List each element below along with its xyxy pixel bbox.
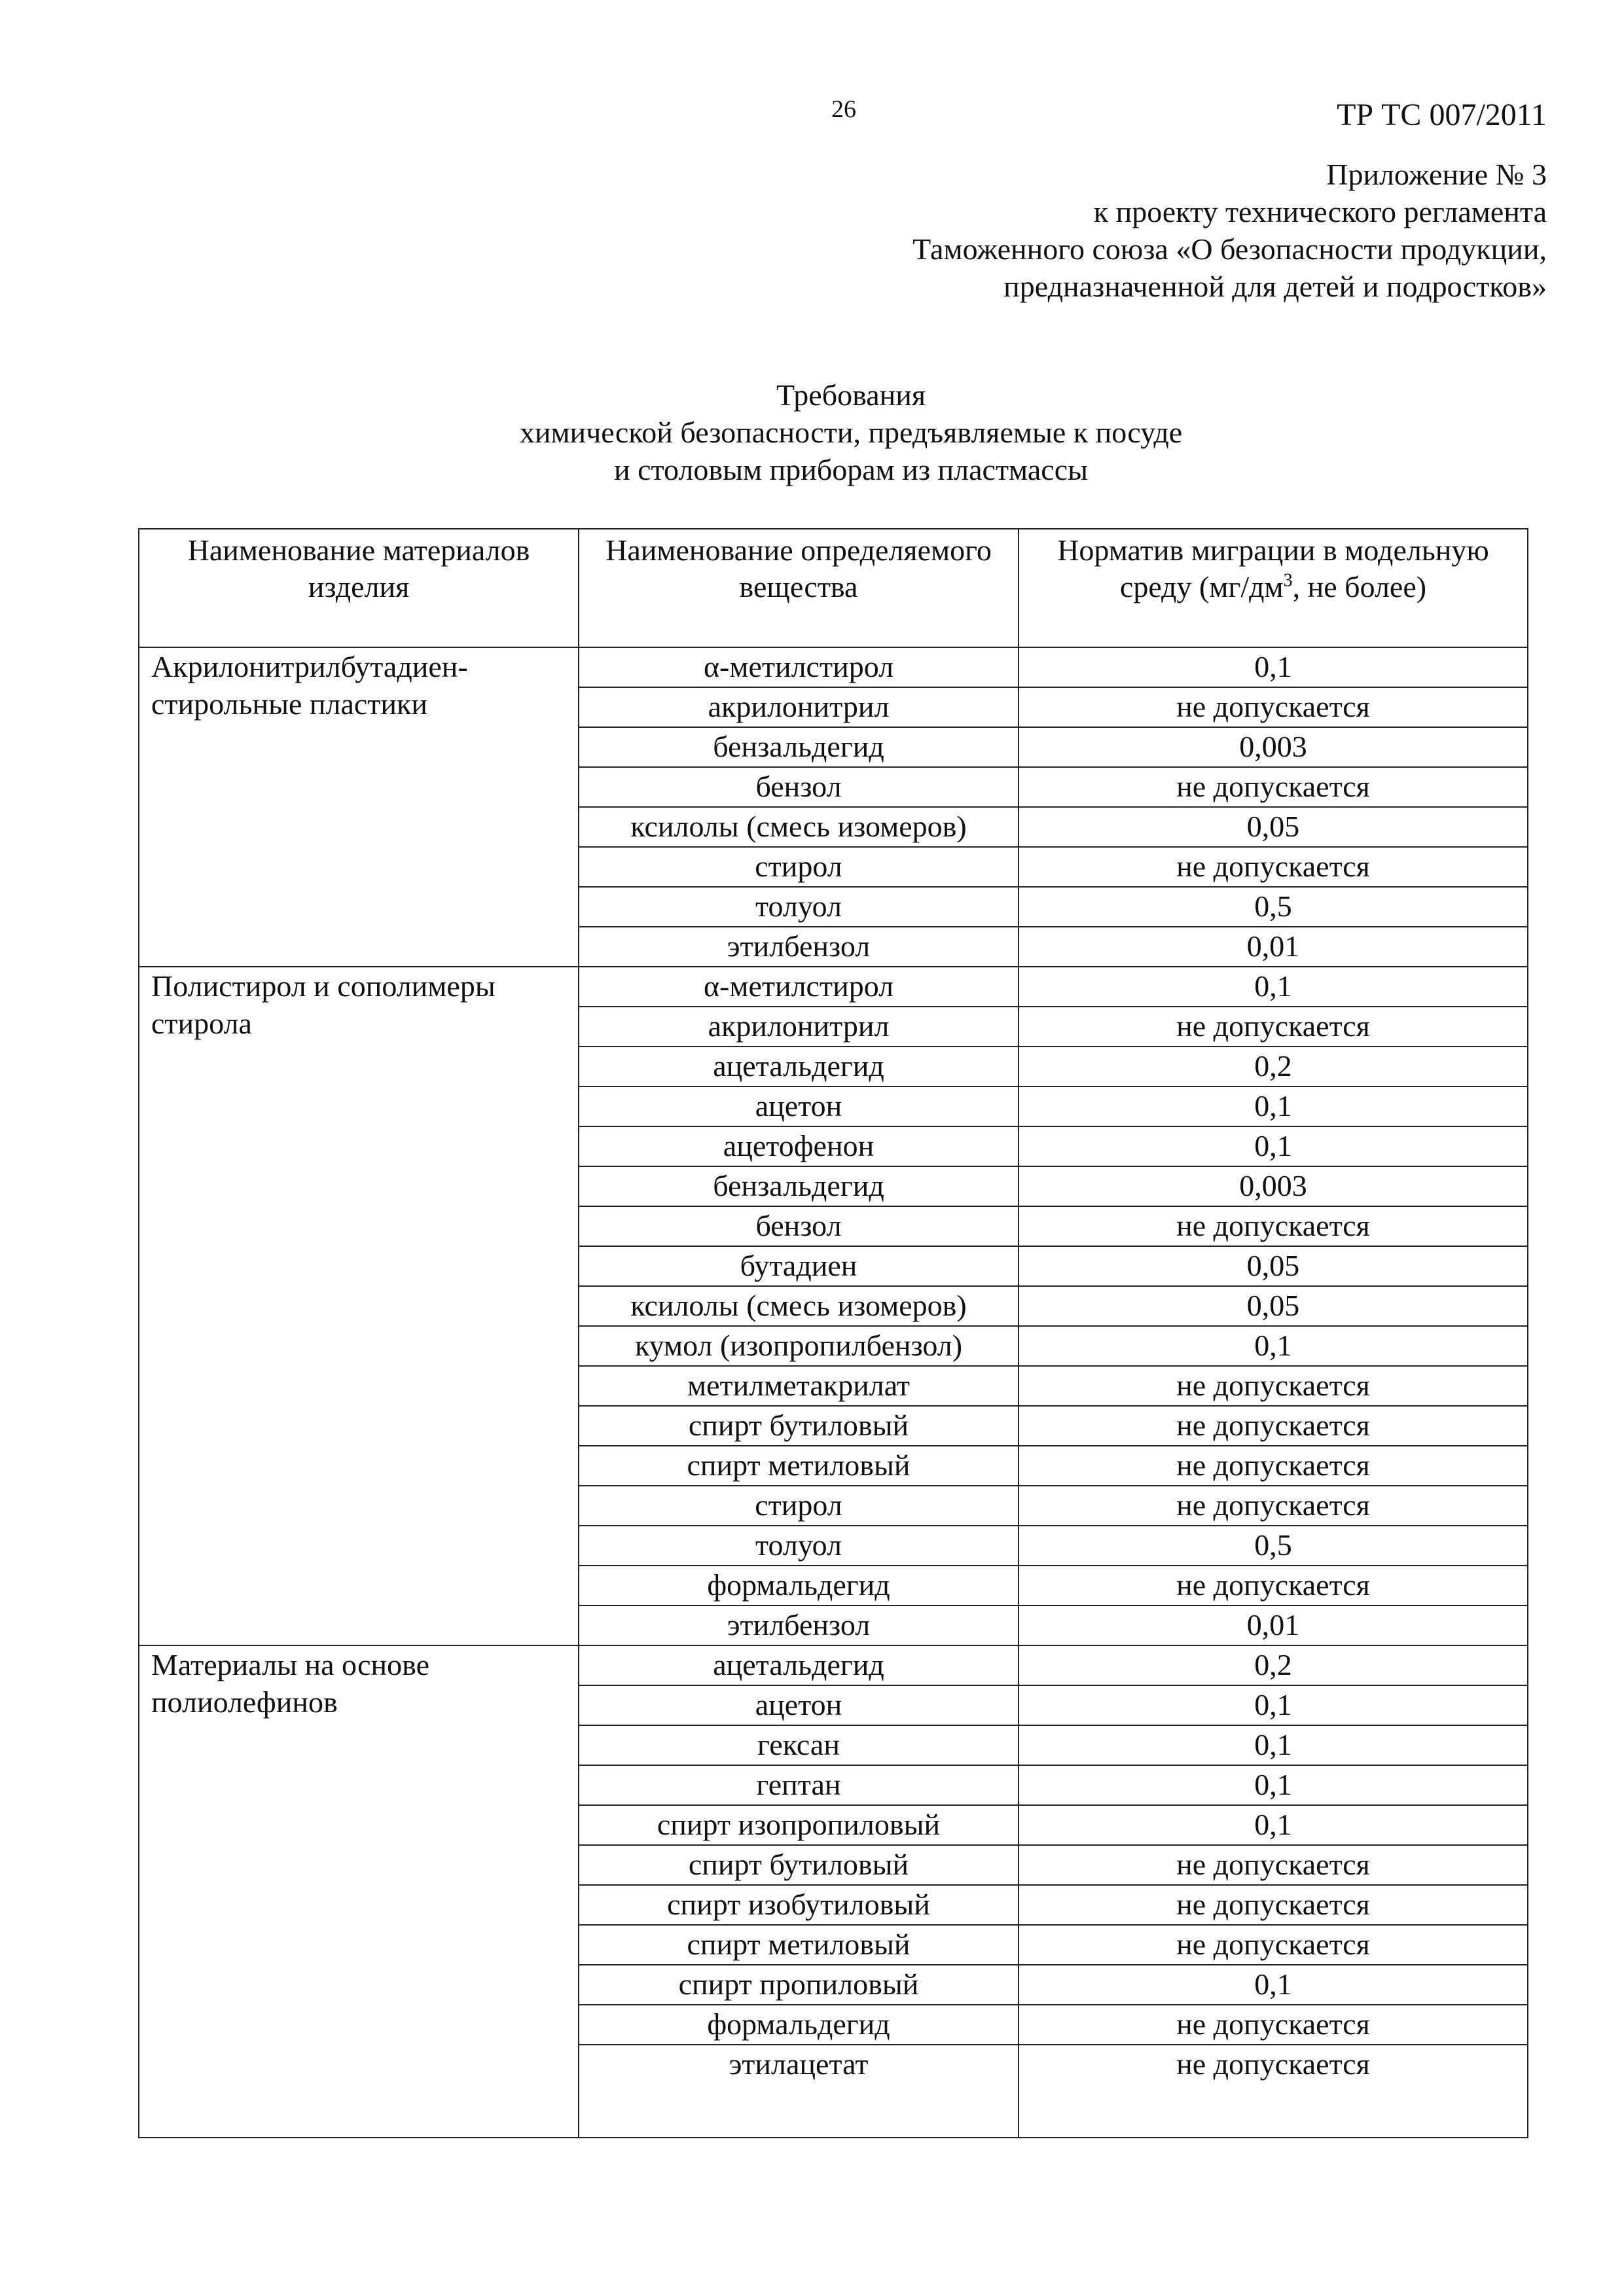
substance-cell: бензол [579, 767, 1019, 807]
norm-cell: 0,05 [1019, 1246, 1528, 1286]
norm-cell: 0,1 [1019, 647, 1528, 687]
norm-cell: не допускается [1019, 1566, 1528, 1605]
norm-cell: не допускается [1019, 1366, 1528, 1406]
substance-cell: бензол [579, 1206, 1019, 1246]
material-cell: Акрилонитрилбутадиен-стирольные пластики [139, 647, 579, 967]
substance-cell: бензальдегид [579, 727, 1019, 767]
norm-cell: 0,1 [1019, 1326, 1528, 1366]
norm-cell: не допускается [1019, 2005, 1528, 2045]
norm-cell: не допускается [1019, 1007, 1528, 1047]
substance-cell: спирт метиловый [579, 1925, 1019, 1965]
norm-cell: 0,003 [1019, 1166, 1528, 1206]
material-column-header: Наименование материалов изделия [139, 529, 579, 647]
page-number: 26 [831, 96, 856, 123]
norm-cell: не допускается [1019, 1486, 1528, 1526]
substance-cell: спирт пропиловый [579, 1965, 1019, 2005]
substance-cell: α-метилстирол [579, 967, 1019, 1007]
substance-cell: стирол [579, 847, 1019, 887]
norm-cell: не допускается [1019, 687, 1528, 727]
norm-cell: 0,05 [1019, 807, 1528, 847]
title-line: Требования [776, 378, 926, 412]
norm-header-text: Норматив миграции в модельную среду (мг/дм [1057, 533, 1489, 603]
norm-cell: не допускается [1019, 1925, 1528, 1965]
norm-cell: 0,5 [1019, 1526, 1528, 1566]
substance-cell: спирт изобутиловый [579, 1885, 1019, 1925]
substance-cell: спирт бутиловый [579, 1406, 1019, 1446]
substance-cell: гексан [579, 1725, 1019, 1765]
norm-cell: не допускается [1019, 1885, 1528, 1925]
substance-column-header: Наименование определяемого вещества [579, 529, 1019, 647]
substance-cell: бутадиен [579, 1246, 1019, 1286]
title-line: химической безопасности, предъявляемые к посуде [519, 416, 1183, 449]
document-code: ТР ТС 007/2011 [1337, 98, 1547, 132]
requirements-title [0, 376, 1624, 488]
norm-cell: 0,1 [1019, 1725, 1528, 1765]
substance-cell: ацетальдегид [579, 1645, 1019, 1685]
norm-cell: 0,1 [1019, 1086, 1528, 1126]
substance-cell: гептан [579, 1765, 1019, 1805]
material-cell: Полистирол и сополимеры стирола [139, 967, 579, 1645]
substance-cell: ацетальдегид [579, 1047, 1019, 1086]
norm-cell: не допускается [1019, 2045, 1528, 2138]
norm-cell: 0,1 [1019, 967, 1528, 1007]
appendix-reference [912, 156, 1547, 305]
table-row [139, 967, 1528, 1007]
substance-cell: ацетофенон [579, 1126, 1019, 1166]
table-body [139, 647, 1528, 2138]
norm-cell: 0,2 [1019, 1047, 1528, 1086]
norm-cell: 0,2 [1019, 1645, 1528, 1685]
appendix-line: предназначенной для детей и подростков» [1003, 270, 1547, 303]
substance-cell: этилацетат [579, 2045, 1019, 2138]
substance-cell: акрилонитрил [579, 1007, 1019, 1047]
norm-cell: 0,1 [1019, 1685, 1528, 1725]
norm-cell: 0,5 [1019, 887, 1528, 927]
norm-cell: 0,1 [1019, 1765, 1528, 1805]
norm-cell: 0,1 [1019, 1965, 1528, 2005]
norm-cell: 0,003 [1019, 727, 1528, 767]
norm-cell: 0,05 [1019, 1286, 1528, 1326]
norm-column-header [1019, 529, 1528, 647]
substance-cell: кумол (изопропилбензол) [579, 1326, 1019, 1366]
table-header-row [139, 529, 1528, 647]
norm-cell: не допускается [1019, 847, 1528, 887]
norm-cell: не допускается [1019, 1206, 1528, 1246]
substance-cell: метилметакрилат [579, 1366, 1019, 1406]
substance-cell: α-метилстирол [579, 647, 1019, 687]
norm-cell: не допускается [1019, 1845, 1528, 1885]
substance-cell: ацетон [579, 1086, 1019, 1126]
appendix-line: Таможенного союза «О безопасности продукции, [912, 232, 1547, 266]
norm-cell: 0,1 [1019, 1126, 1528, 1166]
substance-cell: ацетон [579, 1685, 1019, 1725]
norm-cell: 0,1 [1019, 1805, 1528, 1845]
substance-cell: спирт изопропиловый [579, 1805, 1019, 1845]
substance-cell: формальдегид [579, 2005, 1019, 2045]
substance-cell: акрилонитрил [579, 687, 1019, 727]
material-cell: Материалы на основе полиолефинов [139, 1645, 579, 2138]
substance-cell: стирол [579, 1486, 1019, 1526]
norm-header-superscript: 3 [1283, 570, 1293, 591]
substance-cell: спирт метиловый [579, 1446, 1019, 1486]
substance-cell: этилбензол [579, 1605, 1019, 1645]
norm-header-suffix: , не более) [1292, 570, 1427, 603]
substance-cell: формальдегид [579, 1566, 1019, 1605]
requirements-table [138, 528, 1528, 2138]
substance-cell: ксилолы (смесь изомеров) [579, 1286, 1019, 1326]
title-line: и столовым приборам из пластмассы [613, 453, 1089, 486]
substance-cell: бензальдегид [579, 1166, 1019, 1206]
norm-cell: не допускается [1019, 1406, 1528, 1446]
norm-cell: 0,01 [1019, 927, 1528, 967]
table-row [139, 1645, 1528, 1685]
substance-cell: ксилолы (смесь изомеров) [579, 807, 1019, 847]
norm-cell: не допускается [1019, 767, 1528, 807]
appendix-line: Приложение № 3 [1326, 158, 1547, 191]
substance-cell: толуол [579, 1526, 1019, 1566]
substance-cell: спирт бутиловый [579, 1845, 1019, 1885]
table-row [139, 647, 1528, 687]
substance-cell: толуол [579, 887, 1019, 927]
appendix-line: к проекту технического регламента [1093, 195, 1547, 228]
norm-cell: не допускается [1019, 1446, 1528, 1486]
substance-cell: этилбензол [579, 927, 1019, 967]
norm-cell: 0,01 [1019, 1605, 1528, 1645]
